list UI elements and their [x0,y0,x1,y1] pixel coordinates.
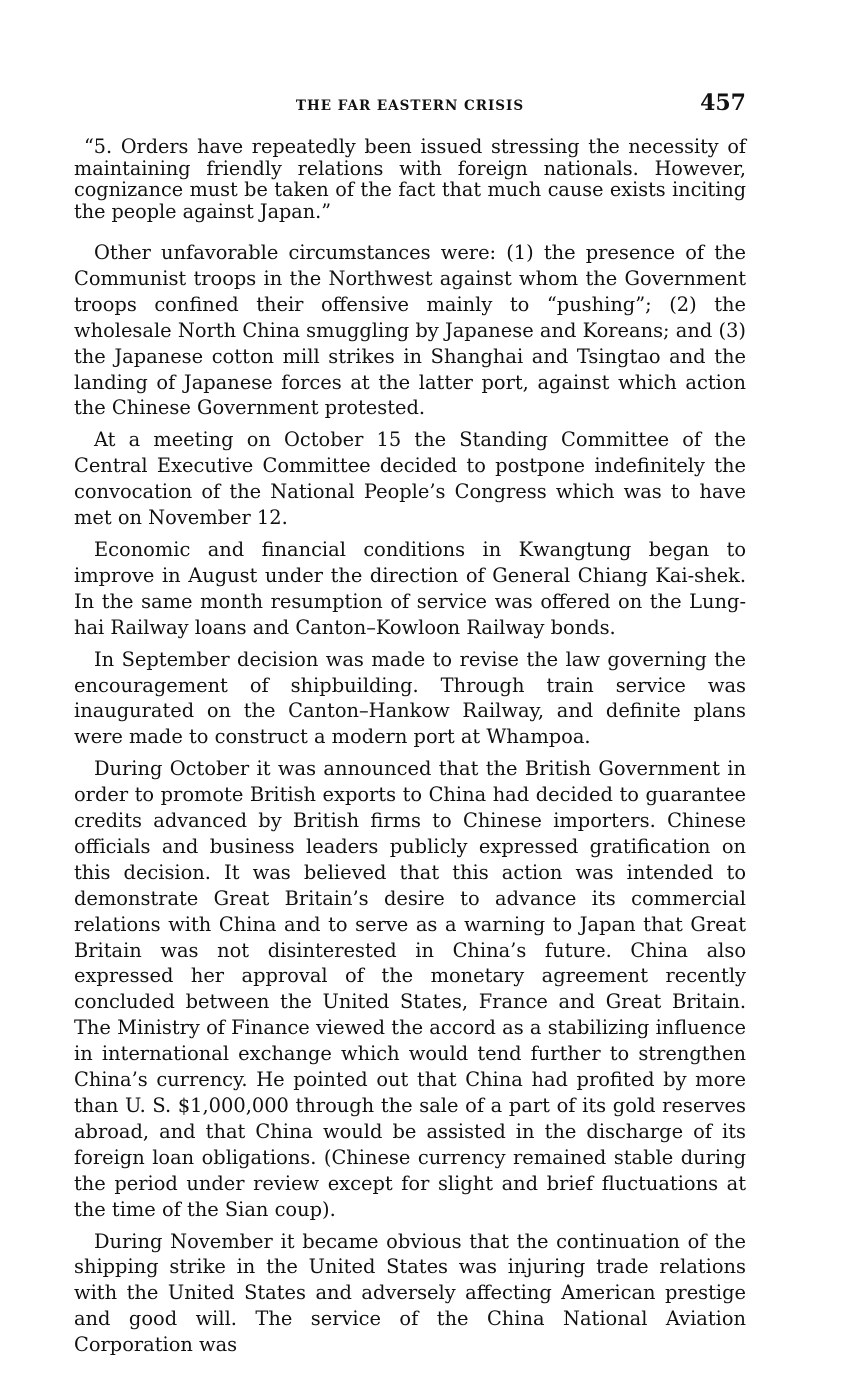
block-quote: “5. Orders have repeatedly been issued stressing the necessity of maintaining friendly relations with foreign nationals. However, cognizance must be taken of the fact that much cause exists inciting the people against Japan.” [74,135,746,223]
running-title: THE FAR EASTERN CRISIS [295,98,525,114]
page-number: 457 [700,90,746,116]
paragraph-october-meeting: At a meeting on October 15 the Standing Committee of the Central Executive Committee decided to postpone indefinitely the convocation of the National People’s Congress which was to have met on November 12. [74,428,746,530]
paragraph-british-credits: During October it was announced that the British Government in order to promote British exports to China had decided to guarantee credits advanced by British firms to Chinese importers. Chinese officials and business leaders publicly expressed gratification on this decision. It was believed that this action was intended to demonstrate Great Britain’s desire to advance its commercial relations with China and to serve as a warning to Japan that Great Britain was not disinterested in China’s future. China also expressed her approval of the monetary agreement recently concluded between the United States, France and Great Britain. The Ministry of Finance viewed the accord as a stabilizing influence in international exchange which would tend further to strengthen China’s currency. He pointed out that China had profited by more than U. S. $1,000,000 through the sale of a part of its gold reserves abroad, and that China would be assisted in the discharge of its foreign loan obligations. (Chinese currency remained stable during the period under review except for slight and brief fluctuations at the time of the Sian coup). [74,757,746,1221]
page-header [74,92,746,126]
paragraph-september: In September decision was made to revise the law governing the encouragement of shipbuilding. Through train service was inaugurated on the Canton–Hankow Railway, and definite plans were made to construct a modern port at Whampoa. [74,647,746,749]
paragraph-circumstances: Other unfavorable circumstances were: (1) the presence of the Communist troops in the Northwest against whom the Government troops confined their offensive mainly to “pushing”; (2) the wholesale North China smuggling by Japanese and Koreans; and (3) the Japanese cotton mill strikes in Shanghai and Tsingtao and the landing of Japanese forces at the latter port, against which action the Chinese Government protested. [74,241,746,420]
paragraph-kwangtung: Economic and financial conditions in Kwangtung began to improve in August under the direction of General Chiang Kai-shek. In the same month resumption of service was offered on the Lung-hai Railway loans and Canton–Kowloon Railway bonds. [74,537,746,639]
document-page [74,92,746,1364]
paragraph-november: During November it became obvious that the continuation of the shipping strike in the United States was injuring trade relations with the United States and adversely affecting American prestige and good will. The service of the China National Aviation Corporation was [74,1229,746,1357]
